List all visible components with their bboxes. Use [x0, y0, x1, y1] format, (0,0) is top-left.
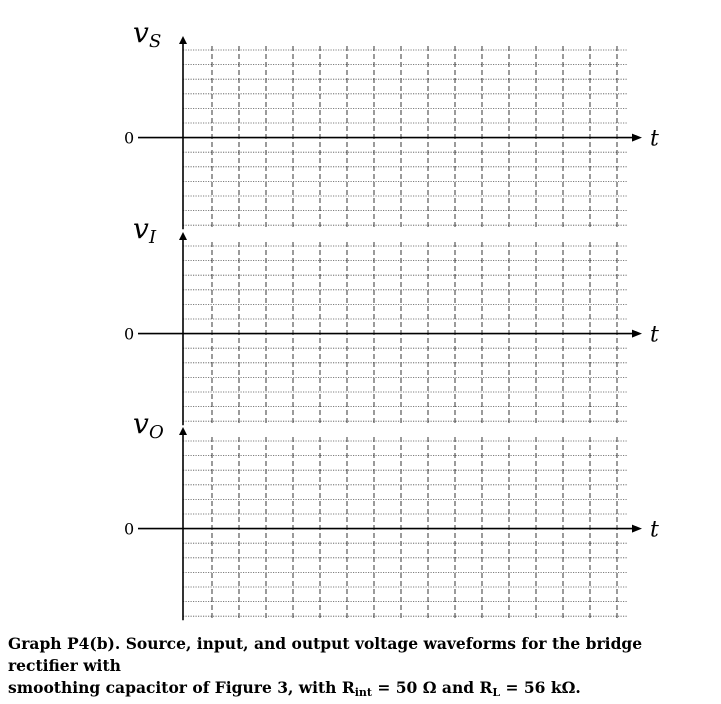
- figure-caption: [8, 633, 716, 704]
- voltage-label: v: [133, 212, 149, 245]
- caption-text-c: = 56 kΩ.: [500, 678, 581, 697]
- voltage-label-subscript: I: [149, 227, 157, 248]
- time-label: t: [650, 126, 659, 152]
- caption-line-1: Graph P4(b). Source, input, and output voltage waveforms for the bridge rectifier with: [8, 634, 643, 675]
- caption-line-2: [8, 677, 716, 704]
- panel-o: [124, 407, 659, 620]
- time-axis-arrowhead: [632, 330, 642, 338]
- time-axis-arrowhead: [632, 525, 642, 533]
- caption-sub-int: int: [354, 686, 372, 699]
- caption-sub-L: L: [492, 686, 501, 699]
- caption-text-b: = 50 Ω and R: [371, 678, 493, 697]
- panel-s: [124, 16, 659, 229]
- y-axis-arrowhead: [179, 427, 187, 435]
- voltage-label-subscript: S: [149, 31, 162, 52]
- voltage-label: v: [133, 407, 149, 440]
- zero-label: 0: [124, 519, 135, 539]
- y-axis-arrowhead: [179, 232, 187, 240]
- y-axis-arrowhead: [179, 36, 187, 44]
- panel-i: [124, 212, 659, 425]
- time-label: t: [650, 322, 659, 348]
- time-label: t: [650, 517, 659, 543]
- voltage-label-subscript: O: [149, 422, 164, 443]
- time-axis-arrowhead: [632, 134, 642, 142]
- zero-label: 0: [124, 324, 135, 344]
- zero-label: 0: [124, 128, 135, 148]
- caption-text-a: smoothing capacitor of Figure 3, with R: [8, 678, 355, 697]
- voltage-label: v: [133, 16, 149, 49]
